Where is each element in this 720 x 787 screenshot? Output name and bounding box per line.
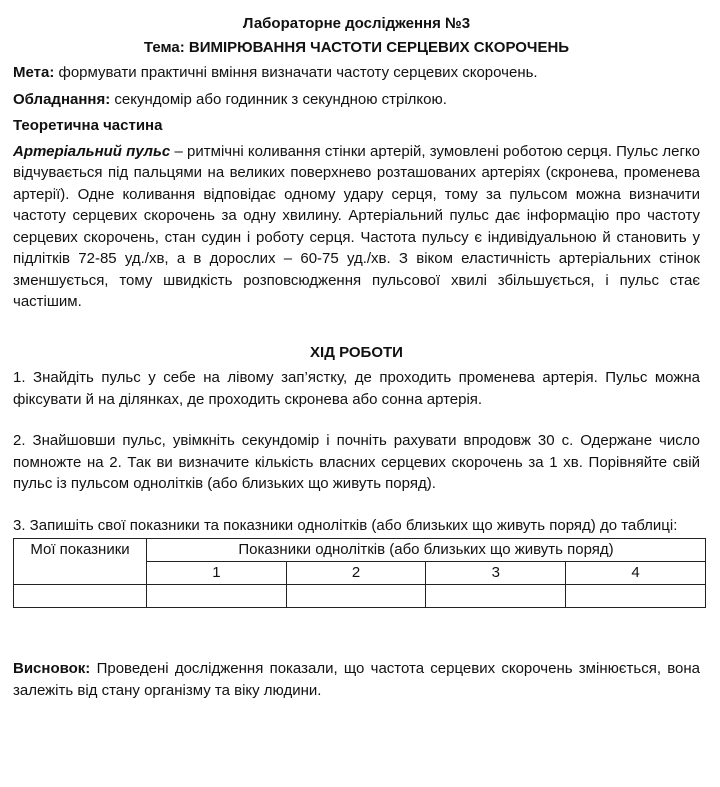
- document-topic: [13, 36, 700, 60]
- table-cell-peer-value[interactable]: [426, 585, 566, 608]
- theory-term: Артеріальний пульс: [13, 142, 171, 160]
- table-row: [14, 585, 706, 608]
- table-cell-peer-value[interactable]: [286, 585, 426, 608]
- table-header-row: [14, 539, 706, 562]
- procedure-step-1: 1. Знайдіть пульс у себе на лівому зап’ястку, де проходить променева артерія. Пульс можна фіксувати й на ділянках, де проходить скронева або сонна артерія.: [13, 369, 700, 408]
- table-peer-number: 2: [286, 562, 426, 585]
- theory-paragraph: [13, 141, 700, 313]
- goal-label: Мета:: [13, 64, 55, 81]
- goal-text: формувати практичні вміння визначати частоту серцевих скорочень.: [58, 64, 538, 81]
- topic-text: ВИМІРЮВАННЯ ЧАСТОТИ СЕРЦЕВИХ СКОРОЧЕНЬ: [188, 39, 570, 56]
- equipment-label: Обладнання:: [13, 90, 111, 108]
- procedure-step-3: 3. Запишіть свої показники та показники однолітків (або близьких що живуть поряд) до таблиці:: [13, 516, 678, 534]
- goal-line: [13, 62, 700, 84]
- theory-heading-text: Теоретична частина: [13, 117, 163, 134]
- table-peer-number: 1: [147, 562, 287, 585]
- table-cell-peer-value[interactable]: [147, 585, 287, 608]
- table-peer-number: 4: [566, 562, 706, 585]
- conclusion-label: Висновок:: [13, 660, 91, 677]
- table-header-own: Мої показники: [14, 539, 147, 585]
- procedure-heading: ХІД РОБОТИ: [310, 343, 403, 361]
- conclusion-paragraph: [13, 658, 700, 701]
- theory-heading: [13, 115, 700, 137]
- theory-text: – ритмічні коливання стінки артерій, зумовлені роботою серця. Пульс легко відчувається під пальцями на великих поверхнево розташованих артеріях (скронева, променева артерії). Одне коливання відповідає одному удару серця, тому за пульсом можна визначити частоту серцевих скорочень за одну хвилину. Артеріальний пульс дає інформацію про частоту серцевих скорочень, стан судин і роботу серця. Частота пульсу є індивідуальною й становить у підлітків 72-85 уд./хв, а в дорослих – 60-75 уд./хв. З віком еластичність артеріальних стінок зменшується, тому швидкість розповсюдження пульсової хвилі збільшується, і пульс стає частішим.: [13, 142, 700, 310]
- topic-label: Тема:: [143, 39, 185, 56]
- document-title: Лабораторне дослідження №3: [242, 15, 471, 32]
- table-cell-own-value[interactable]: [14, 585, 147, 608]
- conclusion-text: Проведені дослідження показали, що частота серцевих скорочень змінюється, вона залежіть від стану організму та віку людини.: [13, 660, 701, 699]
- results-table: [13, 538, 706, 608]
- equipment-line: [13, 89, 700, 111]
- equipment-text: секундомір або годинник з секундною стрілкою.: [114, 90, 447, 108]
- table-header-peers: Показники однолітків (або близьких що живуть поряд): [147, 539, 706, 562]
- table-cell-peer-value[interactable]: [566, 585, 706, 608]
- procedure-step-2: 2. Знайшовши пульс, увімкніть секундомір і почніть рахувати впродовж 30 с. Одержане число помножте на 2. Так ви визначите кількість власних серцевих скорочень за 1 хв. Порівняйте свій пульс із пульсом однолітків (або близьких що живуть поряд).: [13, 432, 700, 492]
- table-peer-number: 3: [426, 562, 566, 585]
